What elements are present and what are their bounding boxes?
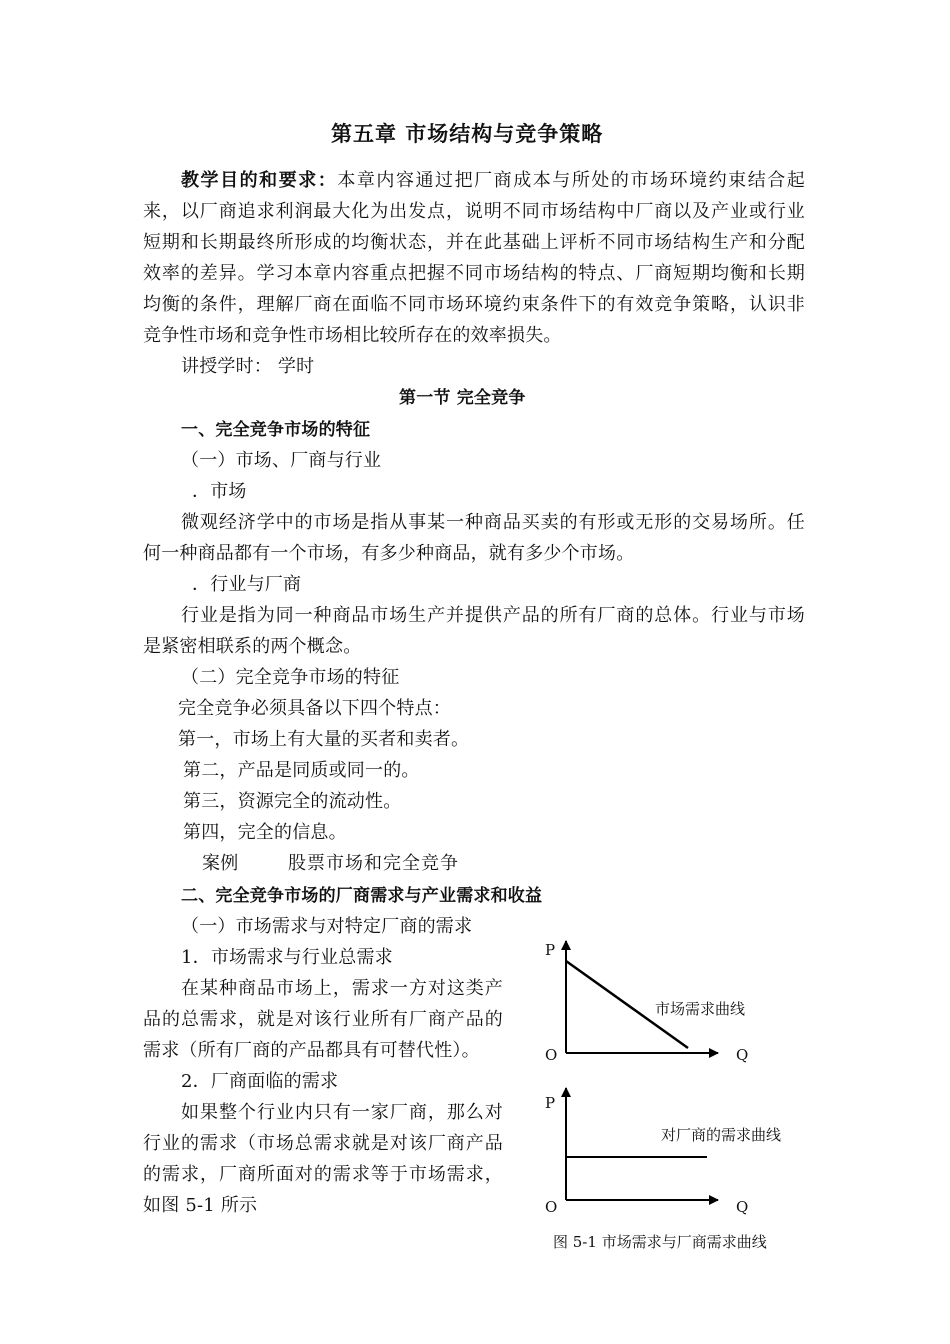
item2-text-3: 的需求，厂商所面对的需求等于市场需求，: [143, 1164, 503, 1185]
objectives-line-2: 来，以厂商追求利润最大化为出发点，说明不同市场结构中厂商以及产业或行业: [143, 201, 805, 222]
case-title: 股票市场和完全竞争: [288, 853, 459, 874]
market-text-2: 何一种商品都有一个市场，有多少种商品，就有多少个市场。: [143, 543, 635, 564]
top-origin-label: O: [545, 1046, 558, 1064]
figure-caption: 图 5-1 市场需求与厂商需求曲线: [553, 1233, 767, 1251]
objectives-line-4: 效率的差异。学习本章内容重点把握不同市场结构的特点、厂商短期均衡和长期: [143, 263, 805, 284]
item-market: ．市场: [192, 481, 247, 502]
chapter-title: 第五章 市场结构与竞争策略: [331, 122, 604, 146]
feature-3: 第三，资源完全的流动性。: [183, 791, 402, 812]
objectives-line-6: 竞争性市场和竞争性市场相比较所存在的效率损失。: [143, 325, 562, 346]
item2-text-4: 如图 5-1 所示: [143, 1195, 258, 1216]
bottom-origin-label: O: [545, 1198, 558, 1216]
industry-text-2: 是紧密相联系的两个概念。: [143, 636, 362, 657]
objectives-line-5: 均衡的条件，理解厂商在面临不同市场环境约束条件下的有效竞争策略，认识非: [143, 294, 805, 315]
objectives-line-1: [181, 170, 805, 192]
features-intro: 完全竞争必须具备以下四个特点：: [178, 698, 451, 719]
subheading-2: （二）完全竞争市场的特征: [181, 667, 400, 688]
item-1: 1．市场需求与行业总需求: [181, 947, 393, 968]
firm-demand-label: 对厂商的需求曲线: [661, 1126, 782, 1144]
top-x-label: Q: [736, 1046, 749, 1064]
item1-text-3: 需求（所有厂商的产品都具有可替代性）。: [143, 1040, 480, 1061]
bottom-x-label: Q: [736, 1198, 749, 1216]
item-industry: ．行业与厂商: [192, 574, 302, 595]
feature-4: 第四，完全的信息。: [183, 822, 347, 843]
heading-1: 一、完全竞争市场的特征: [181, 420, 371, 440]
objectives-text-1: 本章内容通过把厂商成本与所处的市场环境约束结合起: [337, 170, 805, 191]
market-demand-label: 市场需求曲线: [655, 1000, 746, 1018]
feature-2: 第二，产品是同质或同一的。: [183, 760, 420, 781]
subheading-3: （一）市场需求与对特定厂商的需求: [181, 916, 473, 937]
subheading-1: （一）市场、厂商与行业: [181, 450, 382, 471]
feature-1: 第一，市场上有大量的买者和卖者。: [178, 729, 470, 750]
firm-demand-figure: [530, 1082, 790, 1212]
market-text-1: 微观经济学中的市场是指从事某一种商品买卖的有形或无形的交易场所。任: [181, 512, 805, 533]
section-title: 第一节 完全竞争: [399, 388, 526, 408]
item2-text-2: 行业的需求（市场总需求就是对该厂商产品: [143, 1133, 503, 1154]
industry-text-1: 行业是指为同一种商品市场生产并提供产品的所有厂商的总体。行业与市场: [181, 605, 805, 626]
item-2: 2．厂商面临的需求: [181, 1071, 339, 1092]
objectives-line-3: 短期和长期最终所形成的均衡状态，并在此基础上评析不同市场结构生产和分配: [143, 232, 805, 253]
teaching-hours: 讲授学时： 学时: [181, 356, 315, 377]
item1-text-1: 在某种商品市场上，需求一方对这类产: [181, 978, 503, 999]
item1-text-2: 品的总需求，就是对该行业所有厂商产品的: [143, 1009, 503, 1030]
heading-2: 二、完全竞争市场的厂商需求与产业需求和收益: [181, 886, 543, 906]
objectives-label: 教学目的和要求：: [181, 170, 338, 191]
bottom-y-label: P: [545, 1094, 556, 1112]
case-label: 案例: [202, 853, 239, 874]
item2-text-1: 如果整个行业内只有一家厂商，那么对: [181, 1102, 503, 1123]
top-y-label: P: [545, 941, 556, 959]
